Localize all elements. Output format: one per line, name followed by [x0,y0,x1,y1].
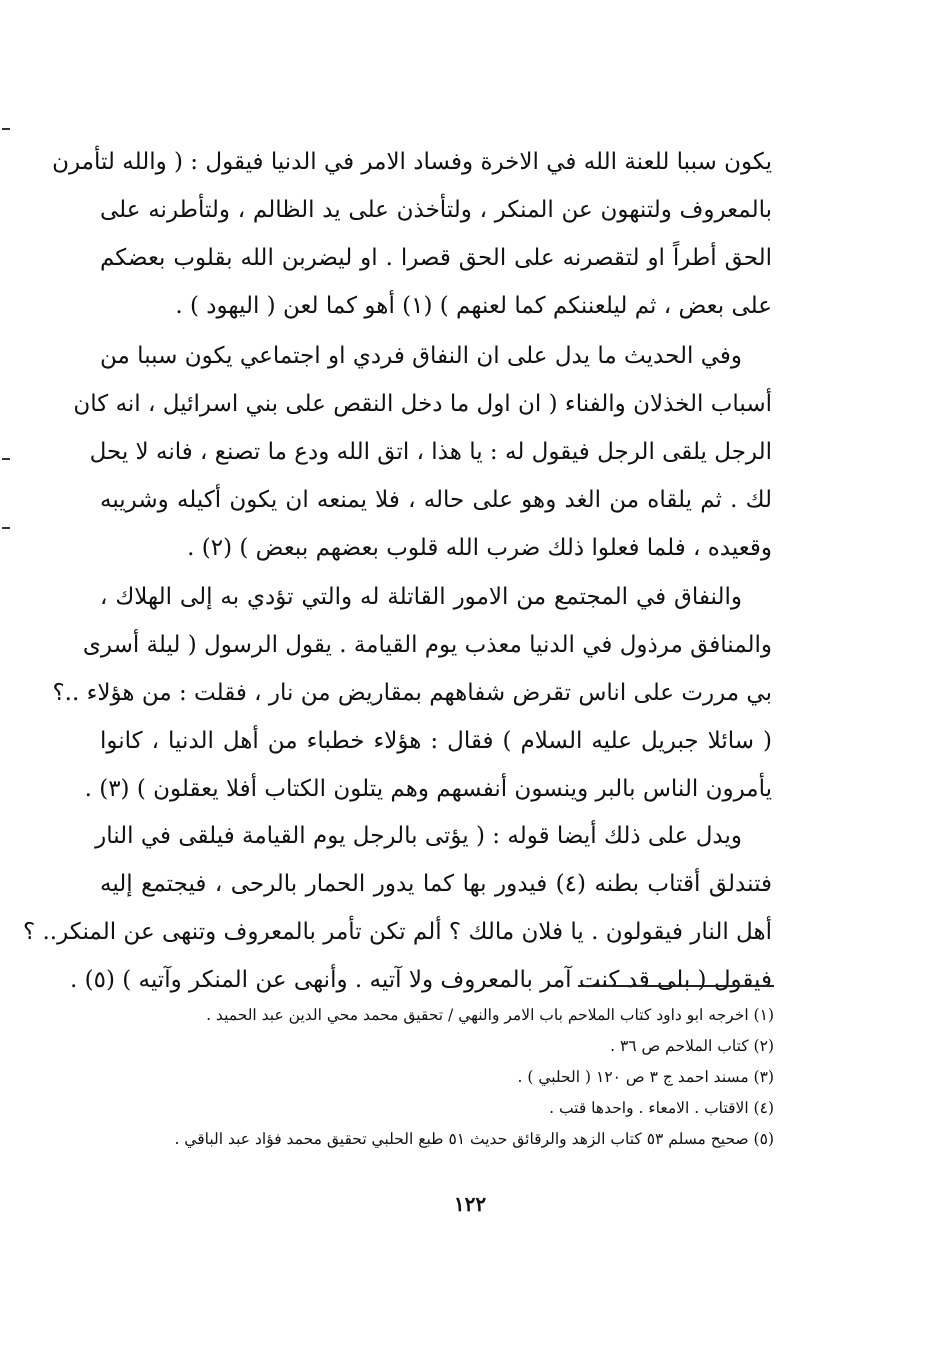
text-line: يأمرون الناس بالبر وينسون أنفسهم وهم يتلون الكتاب أفلا يعقلون ) (٣) . [84,776,772,802]
text-line: أسباب الخذلان والفناء ( ان اول ما دخل النقص على بني اسرائيل ، انه كان [73,391,772,417]
footnote-4: (٤) الاقتاب . الامعاء . واحدها قتب . [549,1099,774,1117]
page-number: ١٢٢ [453,1192,487,1216]
footnote-2: (٢) كتاب الملاحم ص ٣٦ . [610,1037,774,1055]
text-line: ويدل على ذلك أيضا قوله : ( يؤتى بالرجل يوم القيامة فيلقى في النار [95,823,742,849]
body-paragraph-3 [52,573,772,813]
body-paragraph-2 [73,332,772,572]
scan-edge-mark [2,458,10,460]
text-line: لك . ثم يلقاه من الغد وهو على حاله ، فلا يمنعه ان يكون أكيله وشريبه [100,487,772,513]
text-line: على بعض ، ثم ليلعننكم كما لعنهم ) (١) أهو كما لعن ( اليهود ) . [175,293,772,319]
footnote-1: (١) اخرجه ابو داود كتاب الملاحم باب الامر والنهي / تحقيق محمد محي الدين عبد الحميد . [206,1006,774,1024]
text-line: فتندلق أقتاب بطنه (٤) فيدور بها كما يدور الحمار بالرحى ، فيجتمع إليه [100,871,773,897]
text-line: الرجل يلقى الرجل فيقول له : يا هذا ، اتق الله ودع ما تصنع ، فانه لا يحل [89,439,772,465]
text-line: وفي الحديث ما يدل على ان النفاق فردي او اجتماعي يكون سببا من [100,343,742,369]
footnote-separator [578,985,774,987]
text-line: بالمعروف ولتنهون عن المنكر ، ولتأخذن على يد الظالم ، ولتأطرنه على [100,197,772,223]
text-line: ( سائلا جبريل عليه السلام ) فقال : هؤلاء خطباء من أهل الدنيا ، كانوا [100,728,772,754]
footnote-3: (٣) مسند احمد ج ٣ ص ١٢٠ ( الحلبي ) . [517,1068,774,1086]
body-paragraph-4 [22,812,773,1004]
body-paragraph-1 [52,138,772,330]
text-line: وقعيده ، فلما فعلوا ذلك ضرب الله قلوب بعضهم ببعض ) (٢) . [187,535,772,561]
text-line: والنفاق في المجتمع من الامور القاتلة له والتي تؤدي به إلى الهلاك ، [100,584,742,610]
footnote-5: (٥) صحيح مسلم ٥٣ كتاب الزهد والرقائق حديث ٥١ طبع الحلبي تحقيق محمد فؤاد عبد الباقي . [174,1130,774,1148]
text-line: بي مررت على اناس تقرض شفاههم بمقاريض من نار ، فقلت : من هؤلاء ..؟ [52,680,772,706]
text-line: الحق أطراً او لتقصرنه على الحق قصرا . او ليضربن الله بقلوب بعضكم [100,245,772,271]
text-line: والمنافق مرذول في الدنيا معذب يوم القيامة . يقول الرسول ( ليلة أسرى [82,632,772,658]
scan-edge-mark [2,527,10,529]
text-line: أهل النار فيقولون . يا فلان مالك ؟ ألم تكن تأمر بالمعروف وتنهى عن المنكر.. ؟ [22,919,772,945]
footnotes [110,1000,774,1155]
text-line: يكون سببا للعنة الله في الاخرة وفساد الامر في الدنيا فيقول : ( والله لتأمرن [52,149,772,175]
scan-edge-mark [2,128,10,130]
text-line: فيقول ( بلى قد كنت آمر بالمعروف ولا آتيه . وأنهى عن المنكر وآتيه ) (٥) . [70,967,772,993]
